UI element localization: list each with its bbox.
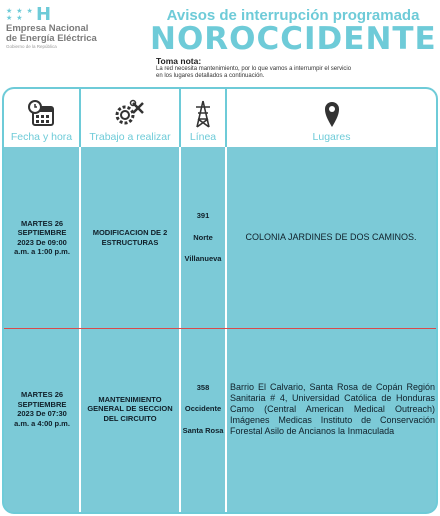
logo-mark [6, 6, 116, 24]
logo-stars: ★ ★ ★ ★ ★ [6, 8, 34, 22]
row1-line-name2: Villanueva [184, 254, 222, 264]
header-work [81, 89, 179, 147]
logo-letter: H [36, 4, 52, 25]
table-body [4, 147, 436, 514]
row2-line-number: 358 [196, 382, 210, 392]
enee-logo [6, 6, 116, 50]
gear-tools-icon [81, 99, 179, 129]
header-line [181, 89, 225, 147]
note-text-line1: La red necesita mantenimiento, por lo que vamos a interrumpir el servicio [156, 66, 352, 72]
row1-places: COLONIA JARDINES DE DOS CAMINOS. [245, 231, 417, 242]
row2-places: Barrio El Calvario, Santa Rosa de Copán Región Sanitaria # 4, Universidad Católica de Honduras Camo (Central American Medical Outreach) Imágenes Medicas Instituto de Conservación Forestal Asilo de Ancianos la Inmaculada [230, 381, 435, 436]
header-places-label: Lugares [312, 131, 351, 143]
logo-subtitle: Gobierno de la República [6, 44, 57, 49]
column-divider [225, 147, 227, 514]
location-pin-icon [227, 99, 436, 129]
row1-line [181, 147, 225, 328]
column-divider [79, 147, 81, 514]
header-work-label: Trabajo a realizar [89, 131, 171, 143]
page-title: Avisos de interrupción programada [166, 7, 420, 24]
header-line-label: Línea [189, 131, 217, 143]
row2-date: MARTES 26 SEPTIEMBRE 2023 De 07:30 a.m. a 4:00 p.m. [14, 390, 70, 428]
header-places [227, 89, 436, 147]
company-name-line1: Empresa Nacional [6, 23, 89, 34]
company-name-line2: de Energía Eléctrica [6, 33, 97, 44]
region-title: NOROCCIDENTE [150, 21, 437, 57]
row1-date: MARTES 26 SEPTIEMBRE 2023 De 09:00 a.m. a 1:00 p.m. [14, 218, 70, 256]
calendar-clock-icon [4, 99, 79, 129]
row1-work: MODIFICACION DE 2 ESTRUCTURAS [92, 228, 168, 247]
power-tower-icon [181, 99, 225, 129]
row2-work: MANTENIMIENTO GENERAL DE SECCION DEL CIRCUITO [87, 394, 173, 423]
header-date-label: Fecha y hora [10, 131, 73, 143]
note-title: Toma nota: [156, 56, 202, 66]
row2-line-name2: Santa Rosa [182, 425, 224, 435]
row1-line-number: 391 [196, 211, 210, 221]
header-date [4, 89, 79, 147]
row2-line-name1: Occidente [184, 404, 222, 414]
note-text [156, 66, 426, 80]
outage-table [2, 87, 438, 514]
table-header [4, 89, 436, 147]
row2-line [181, 329, 225, 489]
row1-line-name1: Norte [193, 232, 213, 242]
note-text-line2: en los lugares detallados a continuación. [156, 73, 265, 79]
